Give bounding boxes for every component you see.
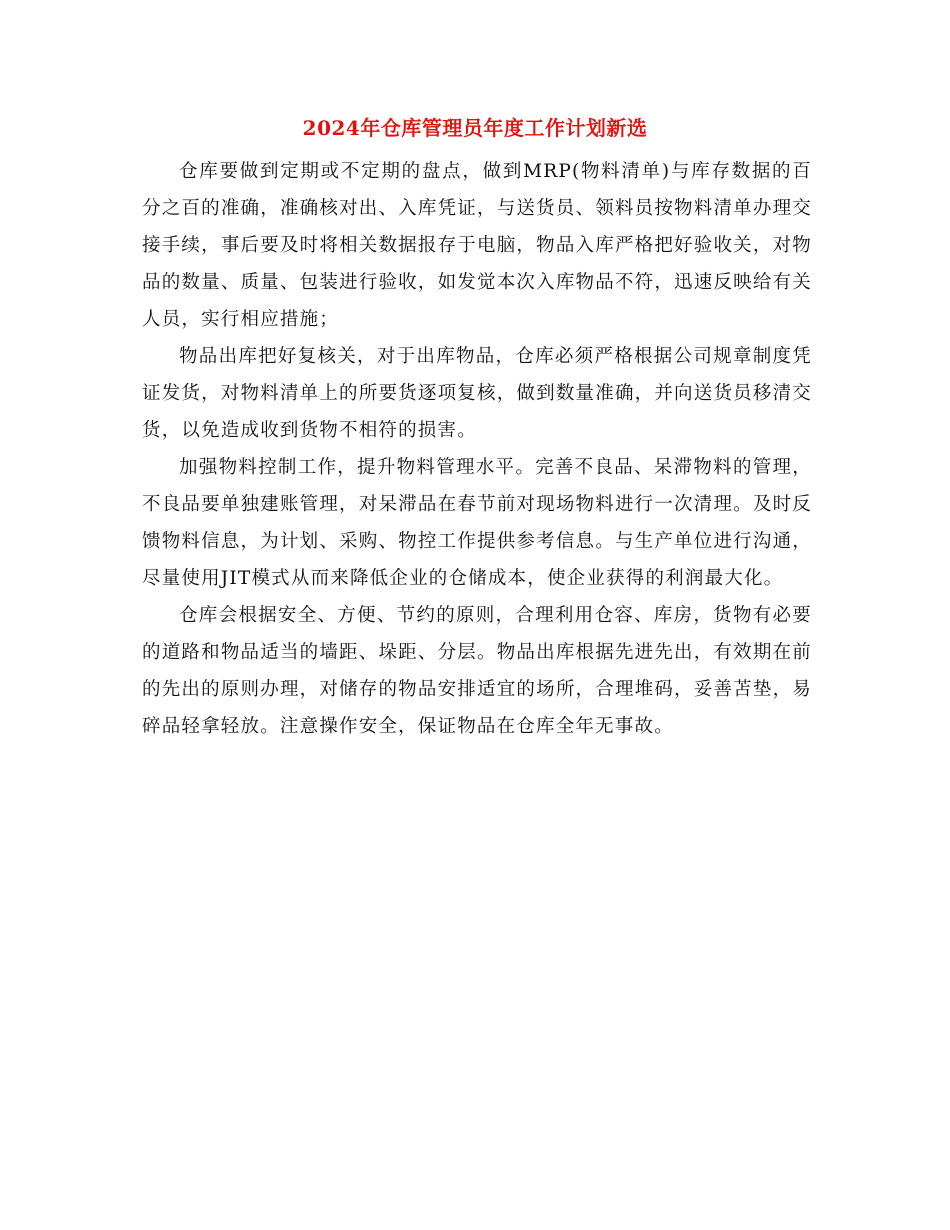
- paragraph-3: 加强物料控制工作，提升物料管理水平。完善不良品、呆滞物料的管理，不良品要单独建账管理，对呆滞品在春节前对现场物料进行一次清理。及时反馈物料信息，为计划、采购、物控工作提供参考信息。与生产单位进行沟通，尽量使用JIT模式从而来降低企业的仓储成本，使企业获得的利润最大化。: [142, 457, 812, 589]
- document-body: [142, 153, 812, 745]
- paragraph-4: 仓库会根据安全、方便、节约的原则，合理利用仓容、库房，货物有必要的道路和物品适当的墙距、垛距、分层。物品出库根据先进先出，有效期在前的先出的原则办理，对储存的物品安排适宜的场所，合理堆码，妥善苫垫，易碎品轻拿轻放。注意操作安全，保证物品在仓库全年无事故。: [142, 605, 812, 737]
- paragraph-2: 物品出库把好复核关，对于出库物品，仓库必须严格根据公司规章制度凭证发货，对物料清单上的所要货逐项复核，做到数量准确，并向送货员移清交货，以免造成收到货物不相符的损害。: [142, 346, 812, 441]
- document-title: 2024年仓库管理员年度工作计划新选: [302, 116, 648, 140]
- paragraph-1: 仓库要做到定期或不定期的盘点，做到MRP(物料清单)与库存数据的百分之百的准确，准确核对出、入库凭证，与送货员、领料员按物料清单办理交接手续，事后要及时将相关数据报存于电脑，物品入库严格把好验收关，对物品的数量、质量、包装进行验收，如发觉本次入库物品不符，迅速反映给有关人员，实行相应措施；: [142, 161, 812, 330]
